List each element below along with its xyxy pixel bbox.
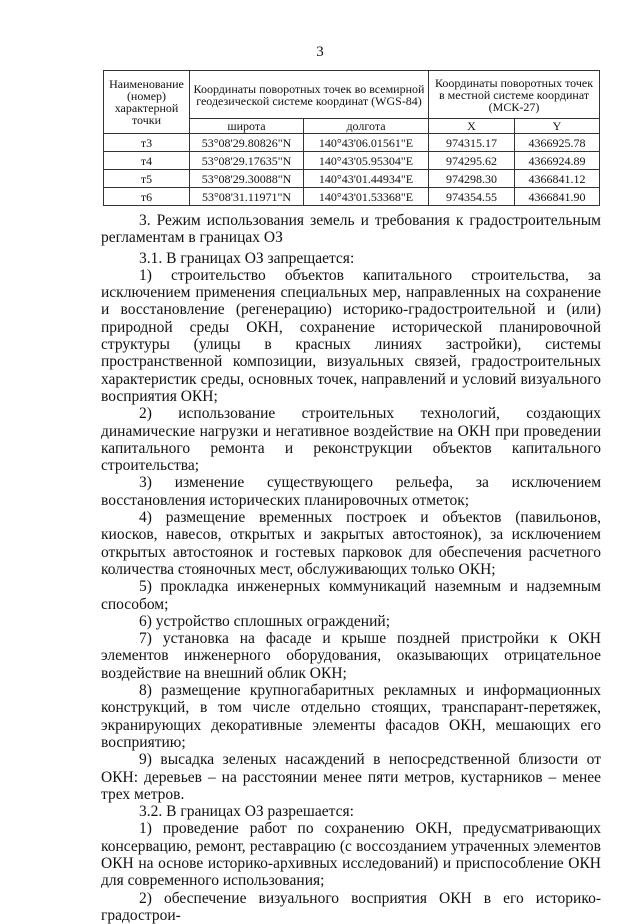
cell-point: т6 (104, 188, 190, 206)
cell-x: 974354.55 (429, 188, 515, 206)
section-3-text (101, 212, 601, 924)
header-longitude: долгота (304, 119, 429, 134)
permitted-item-2: 2) обеспечение визуального восприятия ОКН в его историко-градострои- (101, 889, 601, 924)
prohibited-item-8: 8) размещение крупногабаритных рекламных и информационных конструкций, в том числе отдельно стоящих, транспарант-перетяжек, экранирующих декоративные элементы фасадов ОКН, мешающих его восприятию; (101, 682, 601, 751)
cell-latitude: 53°08'29.30088"N (190, 170, 304, 188)
header-latitude: широта (190, 119, 304, 134)
cell-latitude: 53°08'29.80826"N (190, 134, 304, 152)
table-row (104, 134, 600, 152)
header-msk27-group: Координаты поворотных точек в местной системе координат (МСК-27) (429, 71, 600, 119)
table-row (104, 170, 600, 188)
table-header-row (104, 71, 600, 119)
cell-x: 974298.30 (429, 170, 515, 188)
page-number: 3 (316, 44, 324, 60)
header-point-name: Наименование (номер) характерной точки (104, 71, 190, 134)
prohibited-item-2: 2) использование строительных технологий, создающих динамические нагрузки и негативное воздействие на ОКН при проведении капитального ремонта и реконструкции объектов капитального строительства; (101, 405, 601, 475)
cell-latitude: 53°08'29.17635"N (190, 152, 304, 170)
section-3-heading: 3. Режим использования земель и требования к градостроительным регламентам в границах ОЗ (101, 212, 601, 247)
prohibited-item-3: 3) изменение существующего рельефа, за исключением восстановления исторических планировочных отметок; (101, 474, 601, 509)
prohibited-item-1: 1) строительство объектов капитального строительства, за исключением применения специальных мер, направленных на сохранение и восстановление (регенерацию) историко-градостроительной и (или) природной среды ОКН, сохранение исторической планировочной структуры (улицы в красных линиях застройки), системы пространственной композиции, визуальных связей, градостроительных характеристик среды, основных точек, направлений и условий визуального восприятия ОКН; (101, 266, 601, 405)
prohibited-item-4: 4) размещение временных построек и объектов (павильонов, киосков, навесов, открытых и закрытых автостоянок), за исключением открытых автостоянок и гостевых парковок для обеспечения расчетного количества стояночных мест, обслуживающих только ОКН; (101, 509, 601, 578)
header-wgs84-group: Координаты поворотных точек во всемирной геодезической системе координат (WGS-84) (190, 71, 429, 119)
cell-longitude: 140°43'01.53368"E (304, 188, 429, 206)
cell-point: т5 (104, 170, 190, 188)
table-row (104, 152, 600, 170)
cell-y: 4366924.89 (515, 152, 600, 170)
prohibited-item-7: 7) установка на фасаде и крыше поздней пристройки к ОКН элементов инженерного оборудования, оказывающих отрицательное воздействие на внешний облик ОКН; (101, 630, 601, 682)
coordinates-table (103, 70, 600, 206)
prohibited-item-6: 6) устройство сплошных ограждений; (139, 612, 390, 630)
cell-y: 4366841.12 (515, 170, 600, 188)
table-row (104, 188, 600, 206)
prohibited-item-9: 9) высадка зеленых насаждений в непосредственной близости от ОКН: деревьев – на расстоянии менее пяти метров, кустарников – менее трех метров. (101, 751, 601, 803)
cell-point: т3 (104, 134, 190, 152)
paragraph-3-2-intro: 3.2. В границах ОЗ разрешается: (139, 803, 354, 821)
cell-longitude: 140°43'01.44934"E (304, 170, 429, 188)
permitted-item-1: 1) проведение работ по сохранению ОКН, предусматривающих консервацию, ремонт, реставрацию (с воссозданием утраченных элементов ОКН на основе историко-архивных исследований) и приспособление ОКН для современного использования; (101, 820, 601, 890)
paragraph-3-1-intro: 3.1. В границах ОЗ запрещается: (139, 249, 355, 267)
cell-point: т4 (104, 152, 190, 170)
cell-x: 974295.62 (429, 152, 515, 170)
cell-longitude: 140°43'05.95304"E (304, 152, 429, 170)
prohibited-item-5: 5) прокладка инженерных коммуникаций наземным и надземным способом; (101, 578, 601, 613)
cell-y: 4366925.78 (515, 134, 600, 152)
cell-x: 974315.17 (429, 134, 515, 152)
header-y: Y (515, 119, 600, 134)
cell-y: 4366841.90 (515, 188, 600, 206)
cell-longitude: 140°43'06.01561"E (304, 134, 429, 152)
cell-latitude: 53°08'31.11971"N (190, 188, 304, 206)
header-x: X (429, 119, 515, 134)
